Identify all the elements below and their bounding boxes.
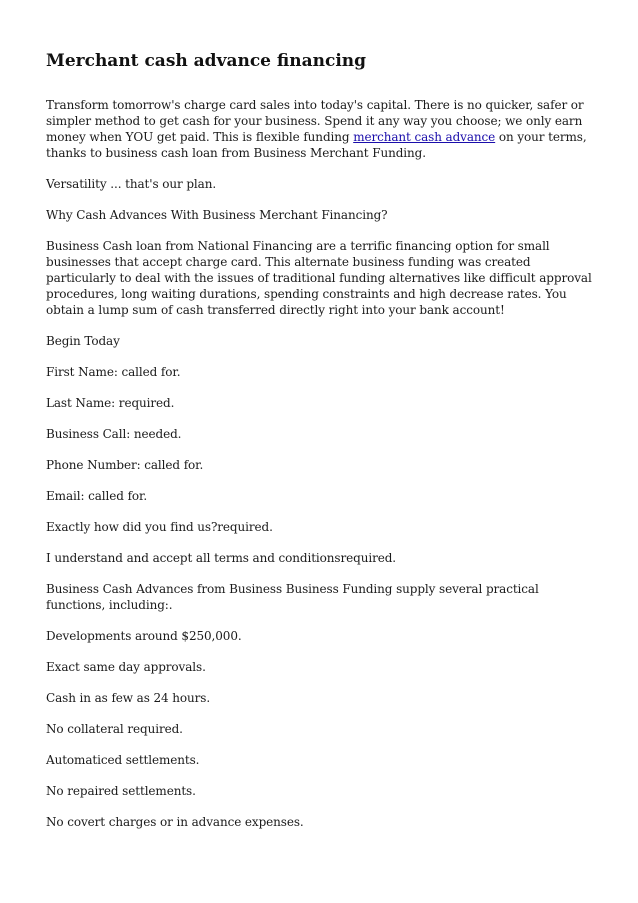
field-first-name: First Name: called for.: [46, 365, 181, 379]
intro-text-before-link: Transform tomorrow's charge card sales into today's capital. There is no quicker, safer or simpler method to get cash for your business. Spend it any way you choose; we only earn money when YOU get paid. This is flexible funding: [46, 98, 584, 144]
field-last-name: Last Name: required.: [46, 396, 175, 410]
page-title: Merchant cash advance financing: [46, 51, 367, 71]
feature-item: Cash in as few as 24 hours.: [46, 691, 211, 705]
intro-text-after-link: on your terms, thanks to business cash loan from Business Merchant Funding.: [46, 130, 587, 160]
feature-item: Automaticed settlements.: [46, 753, 200, 767]
paragraph-features-intro: Business Cash Advances from Business Business Funding supply several practical functions, including:.: [46, 582, 539, 612]
paragraph-business-cash-loan: Business Cash loan from National Financing are a terrific financing option for small businesses that accept charge card. This alternate business funding was created particularly to deal with the issues of traditional funding alternatives like difficult approval procedures, long waiting durations, spending constraints and high decrease rates. You obtain a lump sum of cash transferred directly right into your bank account!: [46, 239, 592, 317]
paragraph-why-heading: Why Cash Advances With Business Merchant Financing?: [46, 208, 388, 222]
document-page: [46, 50, 598, 845]
field-email: Email: called for.: [46, 489, 148, 503]
feature-item: No repaired settlements.: [46, 784, 196, 798]
paragraph-versatility: Versatility ... that's our plan.: [46, 177, 217, 191]
field-terms: I understand and accept all terms and conditionsrequired.: [46, 551, 397, 565]
intro-paragraph: [46, 97, 598, 161]
feature-item: No collateral required.: [46, 722, 183, 736]
merchant-cash-advance-link[interactable]: merchant cash advance: [353, 130, 496, 144]
feature-item: Developments around $250,000.: [46, 629, 242, 643]
field-phone-number: Phone Number: called for.: [46, 458, 204, 472]
field-how-found: Exactly how did you find us?required.: [46, 520, 273, 534]
feature-item: Exact same day approvals.: [46, 660, 206, 674]
paragraph-begin-today: Begin Today: [46, 334, 120, 348]
feature-item: No covert charges or in advance expenses.: [46, 815, 304, 829]
field-business-call: Business Call: needed.: [46, 427, 182, 441]
